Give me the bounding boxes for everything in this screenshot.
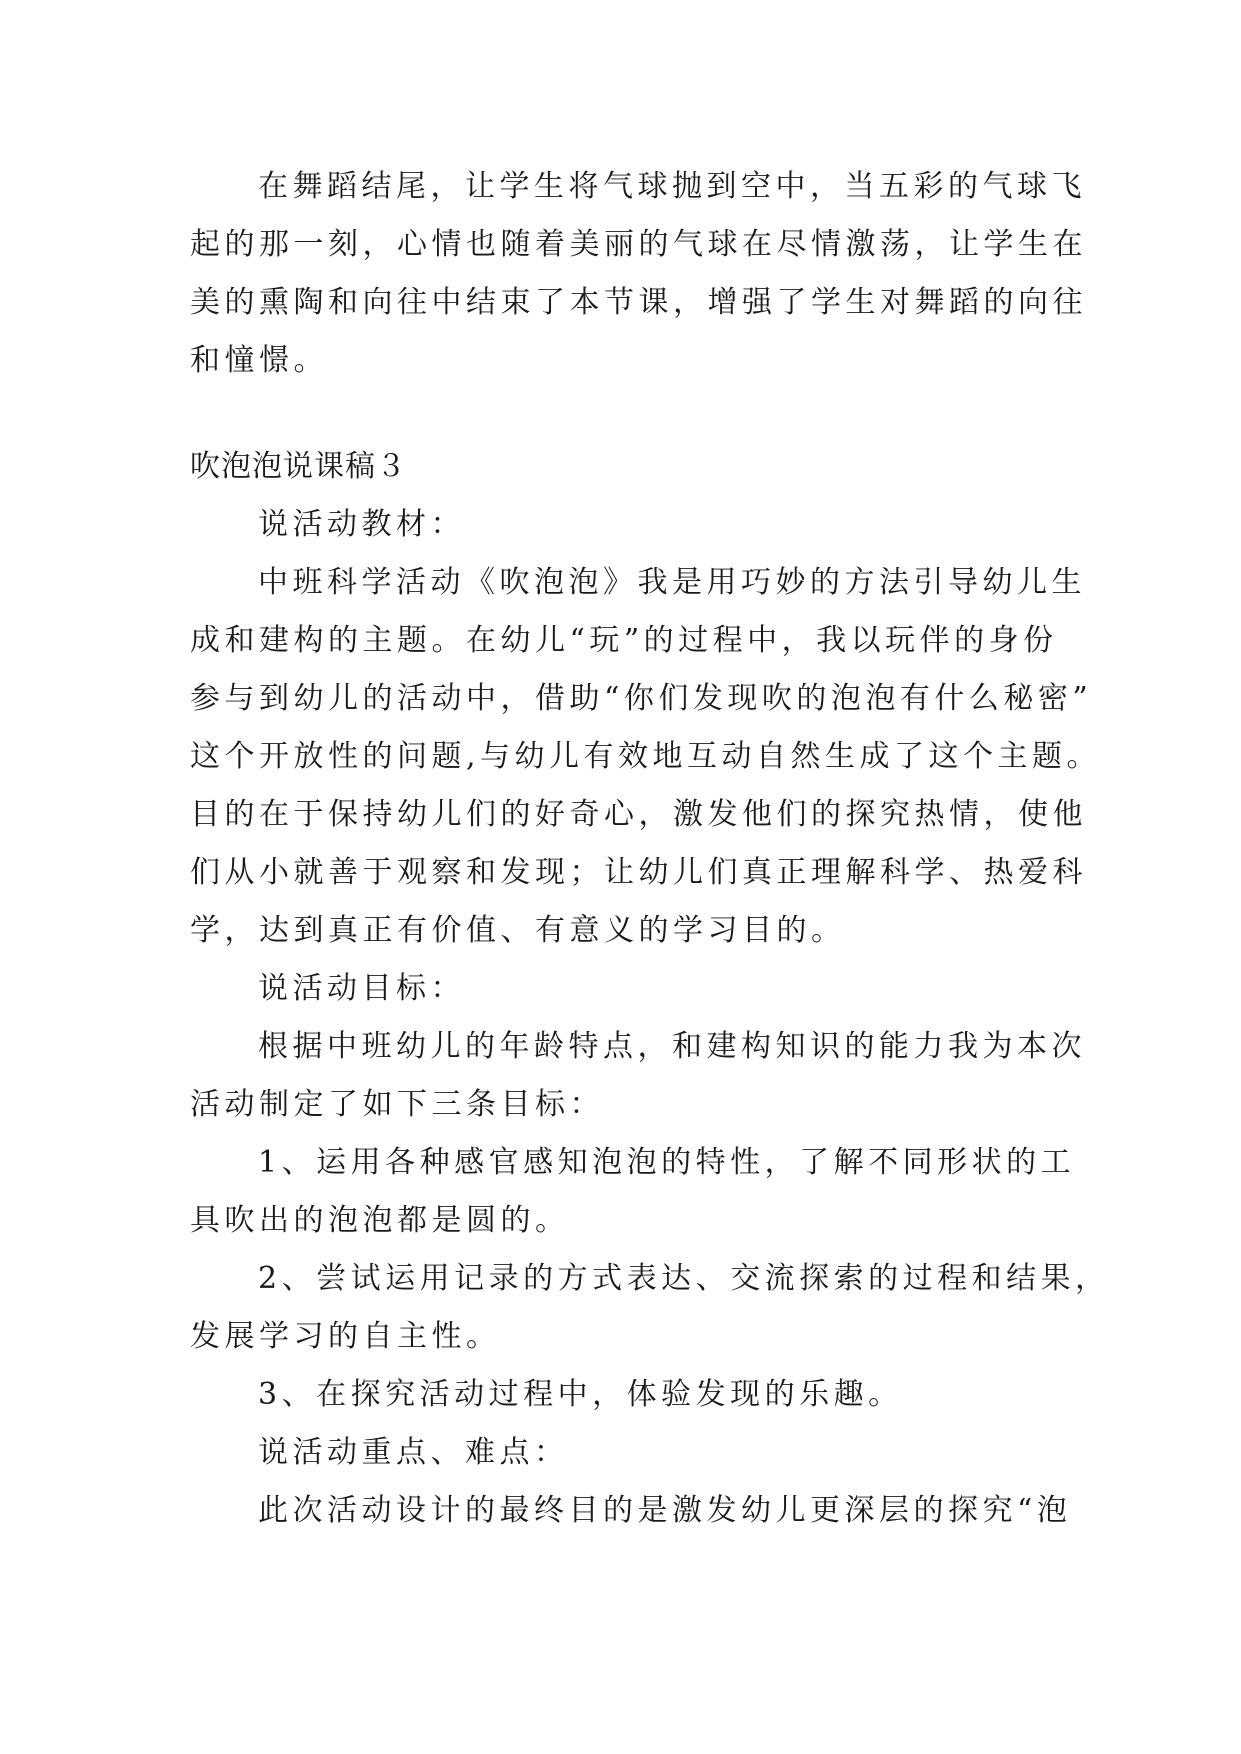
paragraph-line: 根据中班幼儿的年龄特点，和建构知识的能力我为本次 — [258, 1029, 1086, 1064]
paragraph-line: 参与到幼儿的活动中，借助“你们发现吹的泡泡有什么秘密” — [190, 681, 1093, 716]
paragraph-line: 们从小就善于观察和发现；让幼儿们真正理解科学、热爱科 — [190, 855, 1087, 890]
paragraph-line: 活动制定了如下三条目标： — [190, 1087, 604, 1122]
document-body — [190, 158, 1110, 1540]
section-title: 吹泡泡说课稿３ — [190, 449, 407, 484]
paragraph-line: 中班科学活动《吹泡泡》我是用巧妙的方法引导幼儿生 — [258, 565, 1086, 600]
paragraph-line: 和憧憬。 — [190, 343, 328, 378]
goal-line: 3、在探究活动过程中，体验发现的乐趣。 — [258, 1377, 903, 1412]
heading-goals: 说活动目标： — [258, 971, 465, 1006]
paragraph-line: 这个开放性的问题,与幼儿有效地互动自然生成了这个主题。 — [190, 739, 1102, 774]
paragraph-line: 美的熏陶和向往中结束了本节课，增强了学生对舞蹈的向往 — [190, 285, 1087, 320]
paragraph-line: 成和建构的主题。在幼儿“玩”的过程中，我以玩伴的身份 — [190, 623, 1058, 658]
goal-line: 2、尝试运用记录的方式表达、交流探索的过程和结果， — [258, 1261, 1110, 1296]
section-gap — [190, 390, 1050, 438]
goal-line: 发展学习的自主性。 — [190, 1319, 501, 1354]
paragraph-line: 起的那一刻，心情也随着美丽的气球在尽情激荡，让学生在 — [190, 227, 1087, 262]
goal-line: 1、运用各种感官感知泡泡的特性，了解不同形状的工 — [258, 1145, 1076, 1180]
goal-line: 具吹出的泡泡都是圆的。 — [190, 1203, 570, 1238]
paragraph-line: 在舞蹈结尾，让学生将气球抛到空中，当五彩的气球飞 — [258, 169, 1086, 204]
paragraph-line: 目的在于保持幼儿们的好奇心，激发他们的探究热情，使他 — [190, 797, 1087, 832]
heading-materials: 说活动教材： — [258, 507, 465, 542]
paragraph-line: 此次活动设计的最终目的是激发幼儿更深层的探究“泡 — [258, 1493, 1072, 1528]
paragraph-line: 学，达到真正有价值、有意义的学习目的。 — [190, 913, 846, 948]
heading-keypoints: 说活动重点、难点： — [258, 1435, 569, 1470]
